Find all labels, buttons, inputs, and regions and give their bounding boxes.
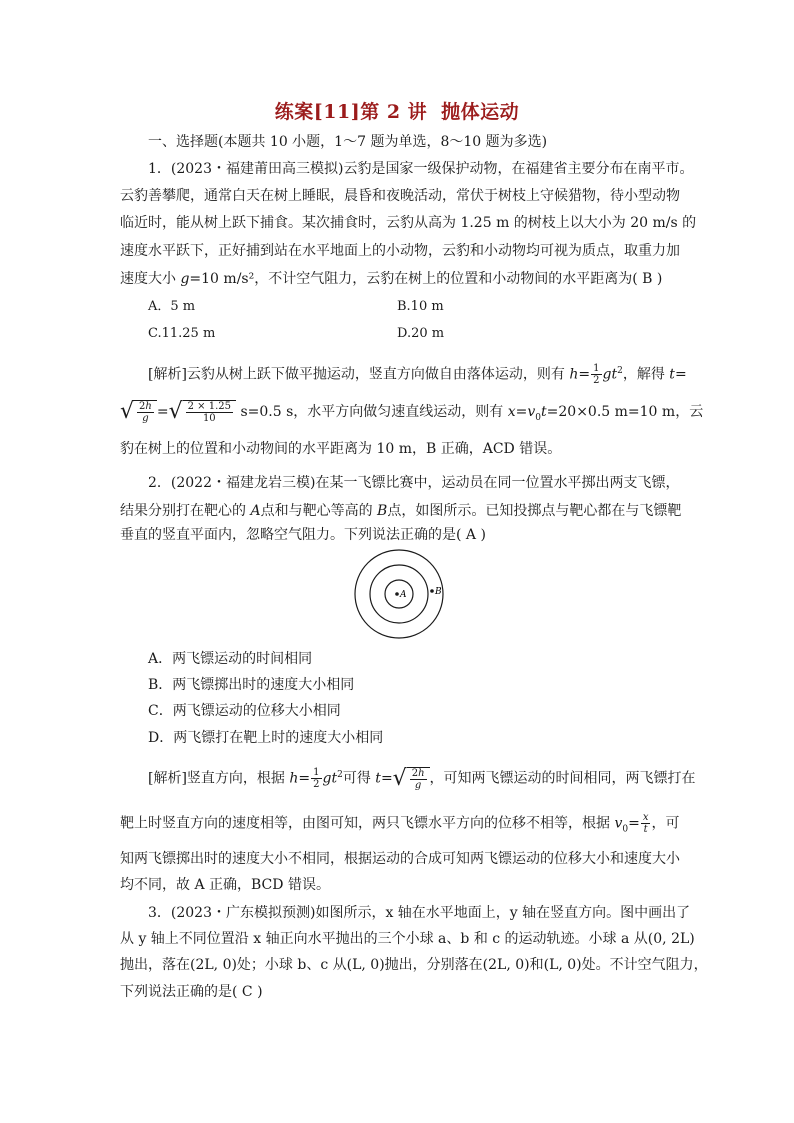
title-main: 练案[11]第 2 讲 — [274, 101, 428, 123]
q1-line-2: 云豹善攀爬，通常白天在树上睡眠，晨昏和夜晚活动，常伏于树枝上守候猎物，待小型动物 — [120, 188, 680, 204]
q2-line-3: 垂直的竖直平面内，忽略空气阻力。下列说法正确的是( A ) — [120, 527, 486, 543]
q1-analysis-1b: ，解得 — [622, 366, 670, 383]
section-heading: 一、选择题(本题共 10 小题，1～7 题为单选，8～10 题为多选) — [148, 134, 548, 150]
q1-analysis-line-2: √ $\frac{2h}{g}$ = √ $\frac{2 \times 1.25}{10}$ s=0.5 s，水平方向做匀速直线运动，则有 $x=v_0t=20\times 0.5$ m=10 m，云 — [120, 399, 704, 424]
q2-line-2a: 结果分别打在靶心的 — [120, 503, 251, 519]
q2-analysis-1c: ，可知两飞镖运动的时间相同，两飞镖打在 — [429, 770, 696, 787]
dartboard-inner-ring — [385, 580, 413, 608]
q2-analysis-line-3: 知两飞镖掷出时的速度大小不相同，根据运动的合成可知两飞镖运动的位移大小和速度大小 — [120, 851, 680, 867]
q2-point-a-label: A — [250, 503, 261, 519]
q3-line-2: 从 y 轴上不同位置沿 x 轴正向水平抛出的三个小球 a、b 和 c 的运动轨迹。小球 a 从(0, 2L) — [120, 931, 695, 947]
sqrt-2h-g: √ $\frac{2h}{g}$ — [120, 400, 157, 424]
sqrt-denominator: 10 — [202, 413, 216, 424]
q1-option-d: D.20 m — [397, 326, 445, 341]
q2-option-b: B．两飞镖掷出时的速度大小相同 — [148, 677, 355, 693]
q1-line-3: 临近时，能从树上跃下捕食。某次捕食时，云豹从高为 1.25 m 的树枝上以大小为 20 m/s 的 — [120, 215, 697, 231]
q1-option-c: C.11.25 m — [148, 326, 216, 341]
dartboard-outer-ring — [355, 550, 443, 638]
fraction-half: $\frac{1}{2}$ — [593, 363, 600, 387]
q1-line-4: 速度水平跃下，正好捕到站在水平地面上的小动物，云豹和小动物均可视为质点，取重力加 — [120, 243, 680, 259]
q2-analysis-line-1: [解析]竖直方向，根据 h= $\frac{1}{2}$ $gt^2$可得 t= √ $\frac{2h}{g}$ ，可知两飞镖运动的时间相同，两飞镖打在 — [148, 765, 696, 791]
q1-line-5c: =10 m/s²，不计空气阻力，云豹在树上的位置和小动物间的水平距离为( B ) — [189, 271, 663, 287]
dartboard-diagram — [339, 549, 459, 639]
q2-line-2 — [120, 502, 681, 520]
q3-line-4: 下列说法正确的是( C ) — [120, 984, 263, 1000]
q2-line-2c: 点和与靶心等高的 — [260, 503, 378, 519]
q2-option-c: C．两飞镖运动的位移大小相同 — [148, 703, 341, 719]
q1-line-5a: 速度大小 — [120, 271, 181, 287]
q1-analysis-1a: [解析]云豹从树上跃下做平抛运动，竖直方向做自由落体运动，则有 — [148, 366, 570, 383]
q1-g-symbol: g — [180, 271, 190, 287]
q2-analysis-1b: 可得 — [342, 770, 376, 787]
q2-analysis-line-4: 均不同，故 A 正确，BCD 错误。 — [120, 877, 330, 893]
q3-line-1: 3．(2023・广东模拟预测)如图所示，x 轴在水平地面上，y 轴在竖直方向。图中画出了 — [148, 905, 691, 921]
page-title — [0, 97, 794, 124]
sqrt-numerator: 2 × 1.25 — [187, 401, 231, 412]
q2-option-a: A．两飞镖运动的时间相同 — [148, 651, 313, 667]
sqrt-numeric: √ $\frac{2 \times 1.25}{10}$ — [169, 400, 236, 424]
point-b-label: B — [435, 587, 442, 597]
q3-line-3: 抛出，落在(2L, 0)处；小球 b、c 从(L, 0)抛出，分别落在(2L, 0)和(L, 0)处。不计空气阻力， — [120, 957, 708, 973]
q1-option-b: B.10 m — [397, 299, 444, 314]
q1-analysis-2a: s=0.5 s，水平方向做匀速直线运动，则有 — [240, 404, 508, 420]
q2-line-1: 2．(2022・福建龙岩三模)在某一飞镖比赛中，运动员在同一位置水平掷出两支飞镖， — [148, 475, 680, 491]
q2-analysis-1a: [解析]竖直方向，根据 — [148, 770, 290, 787]
q1-line-5 — [120, 270, 662, 288]
q1-analysis-line-3: 豹在树上的位置和小动物间的水平距离为 10 m，B 正确，ACD 错误。 — [120, 441, 562, 457]
q1-option-a: A．5 m — [148, 299, 196, 314]
q1-analysis-line-1: [解析]云豹从树上跃下做平抛运动，竖直方向做自由落体运动，则有 h= $\frac{1}{2}$ $gt^2$，解得 t= — [148, 363, 687, 387]
q2-analysis-2a: 靶上时竖直方向的速度相等，由图可知，两只飞镖水平方向的位移不相等，根据 — [120, 815, 615, 832]
q1-line-1: 1．(2023・福建莆田高三模拟)云豹是国家一级保护动物，在福建省主要分布在南平市。 — [148, 161, 694, 177]
dartboard-middle-ring — [370, 565, 428, 623]
q2-option-d: D．两飞镖打在靶上时的速度大小相同 — [148, 730, 384, 746]
point-b-dot — [430, 589, 434, 593]
q1-analysis-2b: =20×0.5 m=10 m，云 — [546, 404, 704, 420]
point-a-label: A — [400, 590, 407, 600]
q2-analysis-2b: ，可 — [651, 815, 680, 832]
point-a-dot — [395, 592, 399, 596]
q2-point-b-label: B — [377, 503, 388, 519]
q2-analysis-line-2: 靶上时竖直方向的速度相等，由图可知，两只飞镖水平方向的位移不相等，根据 $v_0=$ $\frac{x}{t}$ ，可 — [120, 812, 680, 835]
q2-line-2e: 点，如图所示。已知投掷点与靶心都在与飞镖靶 — [387, 503, 682, 519]
title-sub: 抛体运动 — [441, 101, 520, 123]
